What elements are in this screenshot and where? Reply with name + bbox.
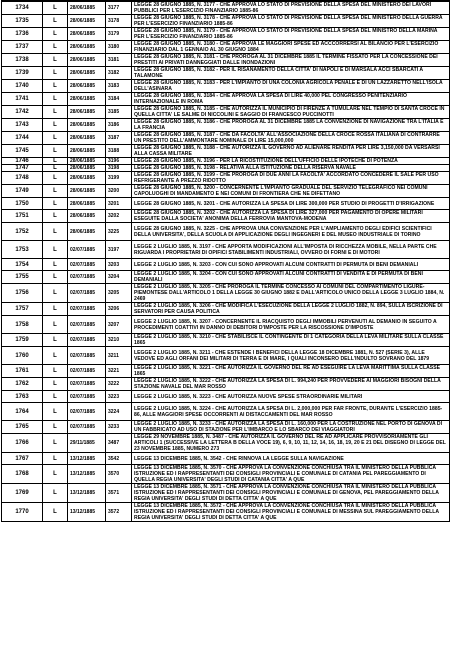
table-row xyxy=(2,210,450,223)
table-row xyxy=(2,145,450,158)
table-row xyxy=(2,28,450,41)
act-description: LEGGE 28 GIUGNO 1885, N. 3201 - CHE AUTORIZZA LA SPESA DI LIRE 300,000 PER STUDIO DI PROGETTI D'IRRIGAZIONE xyxy=(132,198,450,210)
act-number: 3178 xyxy=(106,15,132,28)
act-description: LEGGE 28 GIUGNO 1885, N. 3180 - CHE APPROVA LE MAGGIORI SPESE ED ACCCORRERSI AL BILANCIO PER L'ESERCIZIO FINANZIARIO DAL 1 GENNAIO AL 30 GIUGNO 1884 xyxy=(132,41,450,54)
act-type: L xyxy=(43,453,68,465)
act-number: 3210 xyxy=(106,334,132,347)
act-type: L xyxy=(43,391,68,403)
act-type: L xyxy=(43,421,68,434)
table-row xyxy=(2,67,450,80)
act-type: L xyxy=(43,334,68,347)
act-date: 28/06/1885 xyxy=(68,145,106,158)
act-type: L xyxy=(43,145,68,158)
table-row xyxy=(2,503,450,522)
act-date: 28/06/1885 xyxy=(68,210,106,223)
act-number: 3199 xyxy=(106,172,132,185)
act-type: L xyxy=(43,241,68,259)
act-number: 3211 xyxy=(106,347,132,365)
table-row xyxy=(2,93,450,106)
act-date: 28/06/1885 xyxy=(68,54,106,67)
act-number: 3183 xyxy=(106,80,132,93)
table-row xyxy=(2,165,450,172)
table-row xyxy=(2,316,450,334)
act-description: LEGGE 28 GIUGNO 1885, N. 3187 - CHE DA FACOLTA' ALL'ASSOCIAZIONE DELLA CROCE ROSSA ITALIANA DI CONTRARRE UN PRESTITO DELL'AMMONTARE NOMINALE DI LIRE 15,000,000 xyxy=(132,132,450,145)
act-number: 3205 xyxy=(106,284,132,303)
act-number: 3197 xyxy=(106,241,132,259)
record-number: 1757 xyxy=(2,303,43,316)
act-date: 28/06/1885 xyxy=(68,223,106,241)
act-description: LEGGE 2 LUGLIO 1885, N. 3204 - CON CUI SONO APPROVATI ALCUNI CONTRATTI DI VENDITA E DI PERMUTA DI BENI DEMANIALI xyxy=(132,271,450,284)
act-type: L xyxy=(43,434,68,453)
act-date: 02/07/1885 xyxy=(68,403,106,421)
act-description: LEGGE 2 LUGLIO 1885, N. 3233 - CHE AUTORIZZA LA SPESA DI L. 160,000 PER LA COSTRUZIONE NEL PORTO DI GENOVA DI UN FABBRICATO AD USO DI STAZIONE PER L'IMBARCO E LO SBARCO DEI VIAGGIATORI xyxy=(132,421,450,434)
act-type: L xyxy=(43,80,68,93)
act-date: 28/06/1885 xyxy=(68,165,106,172)
act-number: 3204 xyxy=(106,271,132,284)
act-type: L xyxy=(43,303,68,316)
record-number: 1738 xyxy=(2,54,43,67)
act-number: 3225 xyxy=(106,223,132,241)
act-type: L xyxy=(43,316,68,334)
act-type: L xyxy=(43,67,68,80)
record-number: 1762 xyxy=(2,378,43,391)
act-number: 3196 xyxy=(106,158,132,165)
record-number: 1742 xyxy=(2,106,43,119)
record-number: 1763 xyxy=(2,391,43,403)
table-row xyxy=(2,223,450,241)
table-row xyxy=(2,158,450,165)
table-row xyxy=(2,119,450,132)
act-description: LEGGE 28 GIUGNO 1885, N. 3196 - PER LA RICOSTITUZIONE DELL'UFFICIO DELLE IPOTECHE DI POTENZA xyxy=(132,158,450,165)
act-description: LEGGE 13 DICEMBRE 1885, N. 3571 - CHE APPROVA LA CONVENZIONE CONCHIUSA TRA IL MINISTERO DELLA PUBBLICA ISTRUZIONE ED I RAPPRESENTANTI DEI CONSIGLI PROVINCIALI E COMUNALE DI GENOVA, PEL PAREGGIAMENTO DELLA REGIA UNIVERSITA' DEGLI STUDI DI DETTA CITTA' A QUE xyxy=(132,484,450,503)
record-number: 1770 xyxy=(2,503,43,522)
table-row xyxy=(2,465,450,484)
act-number: 3223 xyxy=(106,391,132,403)
act-number: 3177 xyxy=(106,2,132,15)
table-row xyxy=(2,403,450,421)
record-number: 1751 xyxy=(2,210,43,223)
act-date: 02/07/1885 xyxy=(68,347,106,365)
table-row xyxy=(2,365,450,378)
act-type: L xyxy=(43,365,68,378)
table-row xyxy=(2,391,450,403)
act-type: L xyxy=(43,54,68,67)
act-description: LEGGE 2 LUGLIO 1885, N. 3222 - CHE AUTORIZZA LA SPESA DI L. 994,240 PER PROVVEDERE AI MAGGIORI BISOGNI DELLA STAZIONE NAVALE DEL MAR ROSSO xyxy=(132,378,450,391)
record-number: 1741 xyxy=(2,93,43,106)
act-date: 02/07/1885 xyxy=(68,284,106,303)
act-date: 02/07/1885 xyxy=(68,316,106,334)
act-type: L xyxy=(43,403,68,421)
table-row xyxy=(2,241,450,259)
act-number: 3203 xyxy=(106,259,132,271)
record-number: 1767 xyxy=(2,453,43,465)
act-date: 28/06/1885 xyxy=(68,172,106,185)
act-date: 28/06/1885 xyxy=(68,158,106,165)
table-row xyxy=(2,484,450,503)
act-description: LEGGE 28 GIUGNO 1885, N. 3184 - CHE APPROVA LA SPESA DI LIRE 40,000 PEL CONGRESSO PENITENZIARIO INTERNAZIONALE IN ROMA xyxy=(132,93,450,106)
act-description: LEGGE 2 LUGLIO 1885, N. 3197 - CHE APPORTA MODIFICAZIONI ALL'IMPOSTA DI RICCHEZZA MOBILE, NELLA PARTE CHE RIGUARDA I PROPRIETARI DI OPIFICI STABILIMENTI INDUSTRIALI, OVVERO DI FORNI E DI MOTORI xyxy=(132,241,450,259)
act-type: L xyxy=(43,465,68,484)
act-date: 13/12/1885 xyxy=(68,465,106,484)
act-number: 3233 xyxy=(106,421,132,434)
act-number: 3188 xyxy=(106,145,132,158)
table-row xyxy=(2,453,450,465)
act-description: LEGGE 2 LUGLIO 1885, N. 3206 - CHE MODIFICA L'ESECUZIONE DELLA LEGGE 2 LUGLIO 1882, N. 894, SULLA ISCRIZIONE DI SERVATORI PER CAUSA POLITICA xyxy=(132,303,450,316)
act-number: 3571 xyxy=(106,484,132,503)
act-number: 3179 xyxy=(106,28,132,41)
record-number: 1739 xyxy=(2,67,43,80)
act-date: 02/07/1885 xyxy=(68,378,106,391)
act-description: LEGGE 28 GIUGNO 1885, N. 3198 - RELATIVA ALLA ISTITUZIONE DELLA RISERVA NAVALE xyxy=(132,165,450,172)
act-type: L xyxy=(43,28,68,41)
record-number: 1736 xyxy=(2,28,43,41)
act-type: L xyxy=(43,284,68,303)
act-description: LEGGE 28 GIUGNO 1885, N. 3178 - CHE APPROVA LO STATO DI PREVISIONE DELLA SPESA DEL MINISTERO DELLA GUERRA PER L'ESERCIZIO FINANZIARIO 1885-86 xyxy=(132,15,450,28)
table-row xyxy=(2,334,450,347)
act-description: LEGGE 2 LUGLIO 1885, N. 3203 - CON CUI SONO APPROVATI ALCUNI CONTRATTI DI PERMUTA DI BENI DEMANIALI xyxy=(132,259,450,271)
table-row xyxy=(2,378,450,391)
record-number: 1745 xyxy=(2,145,43,158)
act-date: 02/07/1885 xyxy=(68,271,106,284)
act-description: LEGGE 2 LUGLIO 1885, N. 3207 - CONCERNENTE IL RIACQUISTO DEGLI IMMOBILI PERVENUTI AL DEMANIO IN SEGUITO A PROCEDIMENTI COATTIVI IN DANNO DI DEBITORI D'IMPOSTE PER LA RISCOSSIONE D'IMPOSTE xyxy=(132,316,450,334)
act-type: L xyxy=(43,271,68,284)
table-row xyxy=(2,434,450,453)
law-index-sheet xyxy=(1,0,450,522)
act-description: LEGGE 13 DICEMBRE 1885, N. 3570 - CHE APPROVA LA CONVENZIONE CONCHIUSA TRA IL MINISTERO DELLA PUBBLICA ISTRUZIONE ED I RAPPRESENTANTI DEI CONSIGLI PROVINCIALI E COMUNALE DI CATANIA PEL PAREGGIAMENTO DI QUELLA REGIA UNIVERSITA' DEGLI STUDI DI CATANIA CITTA' A QUE xyxy=(132,465,450,484)
record-number: 1761 xyxy=(2,365,43,378)
table-row xyxy=(2,132,450,145)
act-date: 02/07/1885 xyxy=(68,421,106,434)
act-date: 28/06/1885 xyxy=(68,80,106,93)
act-type: L xyxy=(43,378,68,391)
act-type: L xyxy=(43,119,68,132)
record-number: 1756 xyxy=(2,284,43,303)
act-date: 28/06/1885 xyxy=(68,119,106,132)
record-number: 1734 xyxy=(2,2,43,15)
law-index-table xyxy=(1,1,450,522)
table-row xyxy=(2,421,450,434)
record-number: 1747 xyxy=(2,165,43,172)
record-number: 1744 xyxy=(2,132,43,145)
act-description: LEGGE 28 GIUGNO 1885, N. 3188 - CHE AUTORIZZA IL GOVERNO AD ALIENARE RENDITA PER LIRE 3,150,000 DA VERSARSI ALLA CASSA MILITARE xyxy=(132,145,450,158)
act-number: 3202 xyxy=(106,210,132,223)
act-date: 02/07/1885 xyxy=(68,391,106,403)
act-type: L xyxy=(43,93,68,106)
act-number: 3184 xyxy=(106,93,132,106)
act-description: LEGGE 2 LUGLIO 1885, N. 3211 - CHE ESTENDE I BENEFICI DELLA LEGGE 18 DICEMBRE 1881, N. 527 (SERIE 3), ALLE VEDOVE ED AGLI ORFANI DEI MILITARI DI TERRA E DI MARE, I QUALI INCONSERO DELL'INDULTO SOVRANO DEL 1879 xyxy=(132,347,450,365)
act-number: 3207 xyxy=(106,316,132,334)
act-number: 3487 xyxy=(106,434,132,453)
act-type: L xyxy=(43,165,68,172)
act-date: 28/06/1885 xyxy=(68,132,106,145)
act-description: LEGGE 28 GIUGNO 1885, N. 3181 - CHE PROROGA AL 31 DICEMBRE 1885 IL TERMINE FISSATO PER LA CONCESSIONE DEI PRESTITI AI PRIVATI DANNEGGIATI DALLE INONDAZIONI xyxy=(132,54,450,67)
record-number: 1735 xyxy=(2,15,43,28)
act-date: 28/06/1885 xyxy=(68,2,106,15)
act-number: 3201 xyxy=(106,198,132,210)
act-date: 28/06/1885 xyxy=(68,198,106,210)
record-number: 1743 xyxy=(2,119,43,132)
table-row xyxy=(2,303,450,316)
record-number: 1746 xyxy=(2,158,43,165)
record-number: 1737 xyxy=(2,41,43,54)
table-row xyxy=(2,54,450,67)
act-description: LEGGE 28 GIUGNO 1885, N. 3182 - PER IL RISANAMENTO DELLA CITTA' DI NAPOLI E DI MARSALA ACCI SBARCATI A TALAMONE xyxy=(132,67,450,80)
act-date: 02/07/1885 xyxy=(68,303,106,316)
act-date: 28/06/1885 xyxy=(68,185,106,198)
act-number: 3181 xyxy=(106,54,132,67)
act-date: 28/06/1885 xyxy=(68,93,106,106)
record-number: 1740 xyxy=(2,80,43,93)
act-description: LEGGE 28 GIUGNO 1885, N. 3199 - CHE PROROGA DI DUE ANNI LA FACOLTA' ACCORDATO CONCEDERE IL SALE PER USO REFRIGERANTE A PREZZO RIDOTTO xyxy=(132,172,450,185)
act-date: 02/07/1885 xyxy=(68,365,106,378)
act-number: 3185 xyxy=(106,106,132,119)
act-number: 3572 xyxy=(106,503,132,522)
table-row xyxy=(2,2,450,15)
record-number: 1769 xyxy=(2,484,43,503)
act-description: LEGGE 2 LUGLIO 1885, N. 3223 - CHE AUTORIZZA NUOVE SPESE STRAORDINARIE MILITARI xyxy=(132,391,450,403)
record-number: 1748 xyxy=(2,172,43,185)
act-description: LEGGE 2 LUGLIO 1885, N. 3210 - CHE STABILISCE IL CONTINGENTE DI 1 CATEGORIA DELLA LEVA MILITARE SULLA CLASSE 1865 xyxy=(132,334,450,347)
record-number: 1760 xyxy=(2,347,43,365)
act-date: 13/12/1885 xyxy=(68,484,106,503)
act-description: LEGGE 2 LUGLIO 1885, N. 3224 - CHE AUTORIZZA LA SPESA DI L. 2,000,000 PER FAR FRONTE, DURANTE L'ESERCIZIO 1885-86, ALLE MAGGIORI SPESE OCCORRENTI AI DISTACCAMENTI DEL MAR ROSSO xyxy=(132,403,450,421)
act-type: L xyxy=(43,198,68,210)
act-description: LEGGE 28 GIUGNO 1885, N. 3225 - CHE APPROVA UNA CONVENZIONE PER L'AMPLIAMENTO DEGLI EDIFICI SCIENTIFICI DELLA UNIVERSITA', DELLA SCUOLA DI APPLICAZIONE DEGLI INGEGNERI E DEL MUSEO INDUSTRIALE DI TORINO xyxy=(132,223,450,241)
act-type: L xyxy=(43,259,68,271)
act-number: 3198 xyxy=(106,165,132,172)
act-number: 3187 xyxy=(106,132,132,145)
act-number: 3542 xyxy=(106,453,132,465)
record-number: 1749 xyxy=(2,185,43,198)
act-date: 02/07/1885 xyxy=(68,241,106,259)
act-description: LEGGE 2 LUGLIO 1885, N. 3221 - CHE AUTORIZZA IL GOVERNO DEL RE AD ESEGUIRE LA LEVA MARITTIMA SULLA CLASSE 1865 xyxy=(132,365,450,378)
act-date: 02/07/1885 xyxy=(68,334,106,347)
act-description: LEGGE 28 GIUGNO 1885, N. 3186 - CHE PROROGA AL 31 DICEMBRE 1885 LA CONVENZIONE DI NAVIGAZIONE TRA L'ITALIA E LA FRANCIA xyxy=(132,119,450,132)
table-row xyxy=(2,284,450,303)
act-number: 3186 xyxy=(106,119,132,132)
record-number: 1764 xyxy=(2,403,43,421)
act-description: LEGGE 13 DICEMBRE 1885, N. 3542 - CHE RINNOVA LA LEGGE SULLA NAVIGAZIONE xyxy=(132,453,450,465)
record-number: 1750 xyxy=(2,198,43,210)
table-row xyxy=(2,185,450,198)
act-type: L xyxy=(43,15,68,28)
act-date: 28/06/1885 xyxy=(68,41,106,54)
act-number: 3200 xyxy=(106,185,132,198)
act-type: L xyxy=(43,172,68,185)
record-number: 1753 xyxy=(2,241,43,259)
table-row xyxy=(2,172,450,185)
act-type: L xyxy=(43,223,68,241)
act-type: L xyxy=(43,185,68,198)
act-description: LEGGE 28 GIUGNO 1885, N. 3179 - CHE APPROVA LO STATO DI PREVISIONE DELLA SPESA DEL MINISTRO DELLA MARINA PER L'ESERCIZIO FINANZIARIO 1885-86 xyxy=(132,28,450,41)
act-type: L xyxy=(43,484,68,503)
act-type: L xyxy=(43,41,68,54)
act-description: LEGGE 28 GIUGNO 1885, N. 3177 - CHE APPROVA LO STATO DI PREVISIONE DELLA SPESA DEL MINISTERO DEI LAVORI PUBBLICI PER L'ESERCIZIO FINANZIARIO 1885-86 xyxy=(132,2,450,15)
act-date: 28/06/1885 xyxy=(68,15,106,28)
act-date: 13/12/1885 xyxy=(68,453,106,465)
record-number: 1755 xyxy=(2,271,43,284)
act-date: 02/07/1885 xyxy=(68,259,106,271)
act-date: 28/06/1885 xyxy=(68,28,106,41)
act-number: 3206 xyxy=(106,303,132,316)
act-type: L xyxy=(43,503,68,522)
act-description: LEGGE 28 GIUGNO 1885, N. 3185 - CHE AUTORIZZA IL MUNICIPIO DI FIRENZE A TUMULARE NEL TEMPIO DI SANTA CROCE IN QUELLA CITTA' LE SALME DI NICCOLINI E SAGGIO DI FRANCESCO PUCCINOTTI xyxy=(132,106,450,119)
act-number: 3224 xyxy=(106,403,132,421)
act-type: L xyxy=(43,132,68,145)
act-type: L xyxy=(43,158,68,165)
table-row xyxy=(2,15,450,28)
record-number: 1752 xyxy=(2,223,43,241)
table-row xyxy=(2,271,450,284)
act-date: 13/12/1885 xyxy=(68,503,106,522)
table-row xyxy=(2,259,450,271)
record-number: 1754 xyxy=(2,259,43,271)
act-number: 3182 xyxy=(106,67,132,80)
act-description: LEGGE 28 GIUGNO 1885, N. 3183 - PER L'IMPIANTO DI UNA COLONIA AGRICOLA PENALE E DI UN LAZZARETTO NELL'ISOLA DELL'ASINARA xyxy=(132,80,450,93)
act-description: LEGGE 13 DICEMBRE 1885, N. 3572 - CHE APPROVA LA CONVENZIONE CONCHIUSA TRA IL MINISTERO DELLA PUBBLICA ISTRUZIONE ED I RAPPRESENTANTI DEI CONSIGLI PROVINCIALI E COMUNALE DI MESSINA SUL PAREGGIAMENTO DELLA REGIA UNIVERSITA' DEGLI STUDI DI DETTA CITTA' A QUE xyxy=(132,503,450,522)
act-type: L xyxy=(43,210,68,223)
act-number: 3180 xyxy=(106,41,132,54)
record-number: 1758 xyxy=(2,316,43,334)
act-description: LEGGE 28 GIUGNO 1885, N. 3202 - CHE AUTORIZZA LA SPESA DI LIRE 327,000 PER PAGAMENTO DI OPERE MILITARI ESEGUITE DALLA SOCIETA' ANONIMA DELLA FERROVIA MANTOVA-MODENA xyxy=(132,210,450,223)
act-date: 28/06/1885 xyxy=(68,67,106,80)
record-number: 1759 xyxy=(2,334,43,347)
act-number: 3222 xyxy=(106,378,132,391)
record-number: 1768 xyxy=(2,465,43,484)
act-type: L xyxy=(43,106,68,119)
act-type: L xyxy=(43,2,68,15)
table-row xyxy=(2,41,450,54)
table-row xyxy=(2,80,450,93)
act-date: 29/11/1885 xyxy=(68,434,106,453)
table-row xyxy=(2,347,450,365)
table-row xyxy=(2,106,450,119)
act-description: LEGGE 29 NOVEMBRE 1885, N. 3487 - CHE AUTORIZZA IL GOVERNO DEL RE AD APPLICARE PROVVISORIAMENTE GLI ARTICOLI 1 (SUCCESSIVE LA LETTERA B DELLA VOCE 19), 6, 9, 10, 11, 12, 14, 16, 18, 19, 20 E 21 DEL DISEGNO DI LEGGE DEL 23 NOVEMBRE 1885, NUMERO 273 xyxy=(132,434,450,453)
act-description: LEGGE 2 LUGLIO 1885, N. 3205 - CHE PROROGA IL TERMINE CONCESSO AI COMUNI DEL COMPARTIMENTO LIGURE-PIEMONTESE DALL'ARTICOLO 1 DELLA LEGGE 30 GIUGNO 1882 E DALL'ARTICOLO UNICO DELLA LEGGE 3 LUGLIO 1884, N. 2469 xyxy=(132,284,450,303)
table-row xyxy=(2,198,450,210)
record-number: 1765 xyxy=(2,421,43,434)
record-number: 1766 xyxy=(2,434,43,453)
act-description: LEGGE 28 GIUGNO 1885, N. 3200 - CONCERNENTE L'IMPIANTO GRADUALE DEL SERVIZIO TELEGRAFICO NEI COMUNI CAPOLUOGHI DI MANDAMENTO E NEI COMUNI DI FRONTIERA CHE NE DIFETTANO xyxy=(132,185,450,198)
act-type: L xyxy=(43,347,68,365)
act-number: 3221 xyxy=(106,365,132,378)
act-number: 3570 xyxy=(106,465,132,484)
act-date: 28/06/1885 xyxy=(68,106,106,119)
